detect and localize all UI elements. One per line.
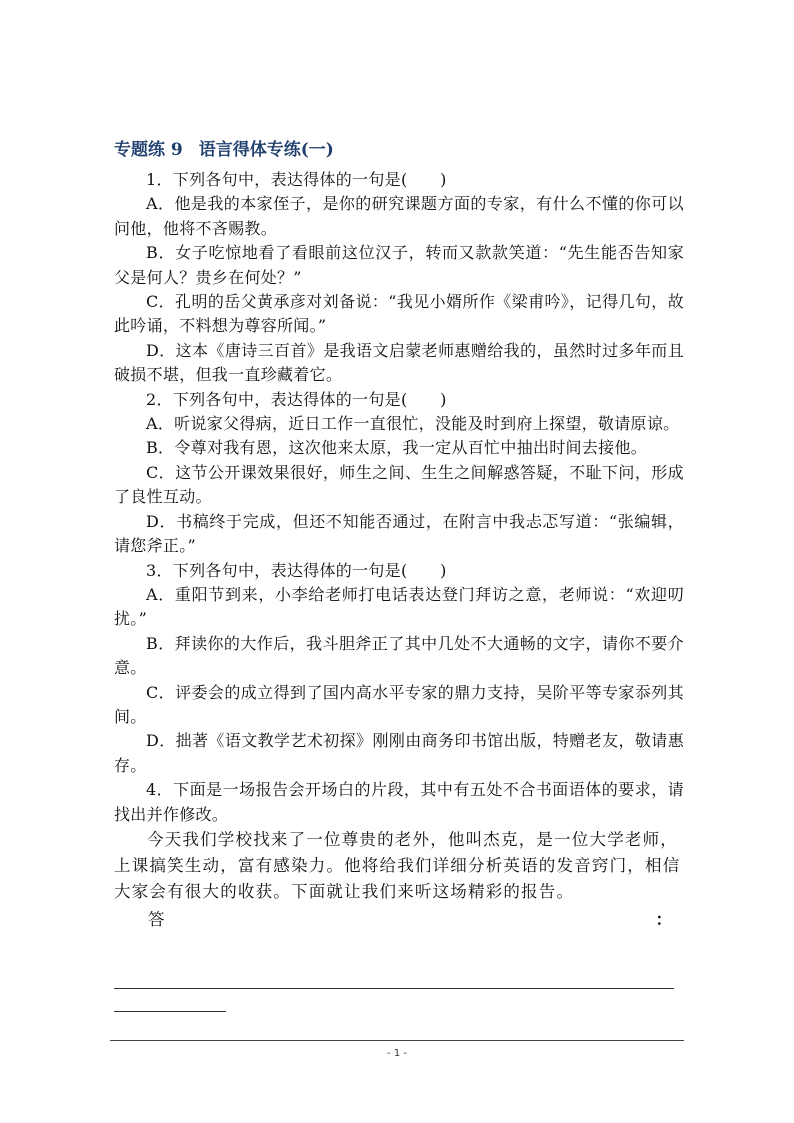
speech-passage: 今天我们学校找来了一位尊贵的老外，他叫杰克，是一位大学老师，上课搞笑生动，富有感染力。他将给我们详细分析英语的发音窍门，相信大家会有很大的收获。下面就让我们来听这场精彩的报告。 — [114, 829, 681, 901]
title-text: 语言得体专练(一) — [198, 140, 334, 160]
q2-option-d: D．书稿终于完成，但还不知能否通过，在附言中我忐忑写道：“张编辑，请您斧正。” — [114, 511, 684, 556]
answer-line-short — [114, 1011, 226, 1012]
q2-option-a: A．听说家父得病，近日工作一直很忙，没能及时到府上探望，敬请原谅。 — [146, 414, 680, 434]
answer-line — [114, 988, 674, 989]
q2-option-b: B．令尊对我有恩，这次他来太原，我一定从百忙中抽出时间去接他。 — [146, 438, 648, 458]
q3-option-c: C．评委会的成立得到了国内高水平专家的鼎力支持，吴阶平等专家忝列其间。 — [114, 682, 684, 726]
page-number: - 1 - — [387, 1048, 407, 1059]
answer-row — [114, 905, 684, 935]
q1-option-c: C．孔明的岳父黄承彦对刘备说：“我见小婿所作《梁甫吟》，记得几句，故此吟诵，不料想为尊容所闻。” — [114, 292, 684, 336]
q2-option-c: C．这节公开课效果很好，师生之间、生生之间解惑答疑，不耻下问，形成了良性互动。 — [114, 462, 684, 507]
q3-option-d: D．拙著《语文教学艺术初探》刚刚由商务印书馆出版，特赠老友，敬请惠存。 — [114, 731, 684, 775]
question-1: 1．下列各句中，表达得体的一句是( ) — [146, 170, 447, 189]
q3-option-a: A．重阳节到来，小李给老师打电话表达登门拜访之意，老师说：“欢迎叨扰。” — [114, 584, 684, 629]
q1-option-a: A．他是我的本家侄子，是你的研究课题方面的专家，有什么不懂的你可以问他，他将不吝赐教。 — [114, 194, 684, 238]
q3-option-b: B．拜读你的大作后，我斗胆斧正了其中几处不大通畅的文字，请你不要介意。 — [114, 633, 684, 678]
page-title — [114, 138, 684, 162]
q1-option-d: D．这本《唐诗三百首》是我语文启蒙老师惠赠给我的，虽然时过多年而且破损不堪，但我一直珍藏着它。 — [114, 340, 684, 385]
question-3: 3．下列各句中，表达得体的一句是( ) — [146, 560, 447, 580]
title-label: 专题练 9 — [114, 140, 183, 160]
answer-colon: ： — [655, 909, 672, 929]
document-body — [114, 138, 684, 935]
footer-divider — [110, 1040, 684, 1041]
question-4: 4．下面是一场报告会开场白的片段，其中有五处不合书面语体的要求，请找出并作修改。 — [114, 780, 684, 824]
question-2: 2．下列各句中，表达得体的一句是( ) — [146, 389, 447, 409]
answer-label: 答 — [148, 909, 165, 929]
q1-option-b: B．女子吃惊地看了看眼前这位汉子，转而又款款笑道：“先生能否告知家父是何人？贵乡在何处？” — [114, 243, 684, 287]
